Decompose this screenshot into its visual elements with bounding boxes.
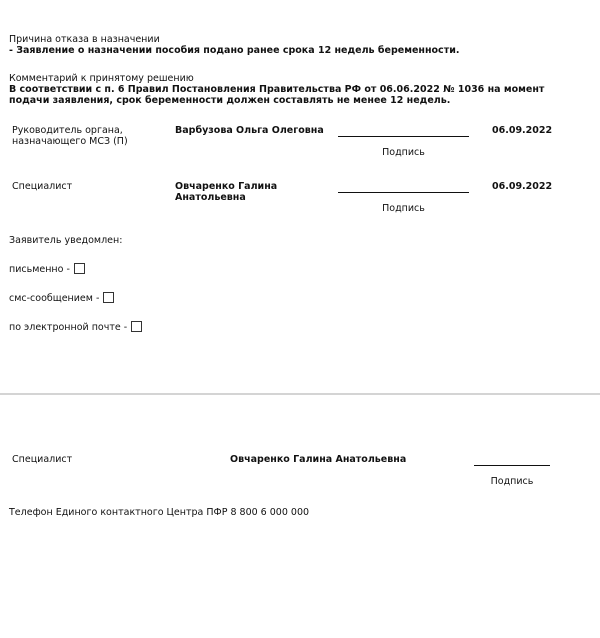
notify-option-sms-label: смс-сообщением - bbox=[9, 293, 100, 304]
slip-signature-label: Подпись bbox=[490, 476, 534, 487]
notify-sms-checkbox[interactable] bbox=[103, 292, 114, 303]
specialist-name-line-1: Овчаренко Галина bbox=[175, 181, 278, 192]
slip-role: Специалист bbox=[12, 454, 73, 465]
specialist-date: 06.09.2022 bbox=[492, 181, 553, 192]
head-role-line-2: назначающего МСЗ (П) bbox=[12, 136, 128, 147]
notify-option-written bbox=[9, 263, 85, 275]
head-date: 06.09.2022 bbox=[492, 125, 553, 136]
refusal-label: Причина отказа в назначении bbox=[9, 34, 160, 45]
head-signature-line bbox=[338, 136, 469, 137]
specialist-role: Специалист bbox=[12, 181, 73, 192]
head-role-line-1: Руководитель органа, bbox=[12, 125, 123, 136]
contact-phone: Телефон Единого контактного Центра ПФР 8 800 6 000 000 bbox=[9, 507, 310, 518]
notify-option-sms bbox=[9, 292, 114, 304]
notified-label: Заявитель уведомлен: bbox=[9, 235, 123, 246]
page-divider bbox=[0, 393, 600, 395]
comment-line-2: подачи заявления, срок беременности должен составлять не менее 12 недель. bbox=[9, 95, 451, 106]
head-name: Варбузова Ольга Олеговна bbox=[175, 125, 324, 136]
notify-option-email bbox=[9, 321, 142, 333]
notify-option-email-label: по электронной почте - bbox=[9, 322, 128, 333]
comment-line-1: В соответствии с п. 6 Правил Постановления Правительства РФ от 06.06.2022 № 1036 на момент bbox=[9, 84, 545, 95]
specialist-signature-line bbox=[338, 192, 469, 193]
notify-written-checkbox[interactable] bbox=[74, 263, 85, 274]
head-signature-label: Подпись bbox=[382, 147, 425, 158]
slip-name: Овчаренко Галина Анатольевна bbox=[230, 454, 407, 465]
notify-email-checkbox[interactable] bbox=[131, 321, 142, 332]
notify-option-written-label: письменно - bbox=[9, 264, 70, 275]
slip-signature-line bbox=[474, 465, 550, 466]
refusal-reason: - Заявление о назначении пособия подано ранее срока 12 недель беременности. bbox=[9, 45, 460, 56]
comment-label: Комментарий к принятому решению bbox=[9, 73, 194, 84]
specialist-name-line-2: Анатольевна bbox=[175, 192, 246, 203]
specialist-signature-label: Подпись bbox=[382, 203, 425, 214]
